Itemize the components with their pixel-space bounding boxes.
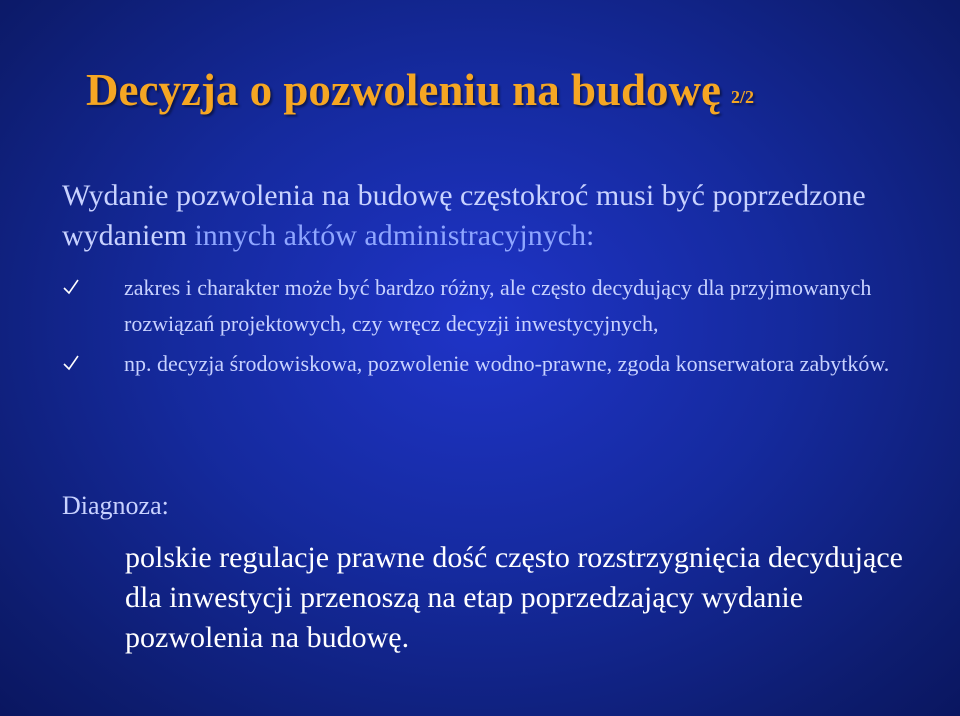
slide-title [86,62,754,125]
page-number: 2/2 [731,87,755,107]
list-item [62,270,922,342]
check-icon [62,354,80,372]
title-text: Decyzja o pozwoleniu na budowę [86,65,722,115]
bullet-list [62,270,922,386]
diagnosis-label: Diagnoza: [62,491,169,520]
intro-highlight: innych aktów administracyjnych: [194,219,595,252]
intro-text: Wydanie pozwolenia na budowę częstokroć musi być poprzedzone wydaniem [62,179,866,252]
bullet-text: zakres i charakter może być bardzo różny, ale często decydujący dla przyjmowanych rozwiązań projektowych, czy wręcz decyzji inwestycyjnych, [124,275,872,336]
list-item [62,346,922,382]
intro-paragraph [62,176,922,256]
bullet-text: np. decyzja środowiskowa, pozwolenie wodno-prawne, zgoda konserwatora zabytków. [124,351,890,376]
diagnosis-text: polskie regulacje prawne dość często rozstrzygnięcia decydujące dla inwestycji przenoszą na etap poprzedzający wydanie pozwolenia na budowę. [125,541,903,654]
check-icon [62,278,80,296]
